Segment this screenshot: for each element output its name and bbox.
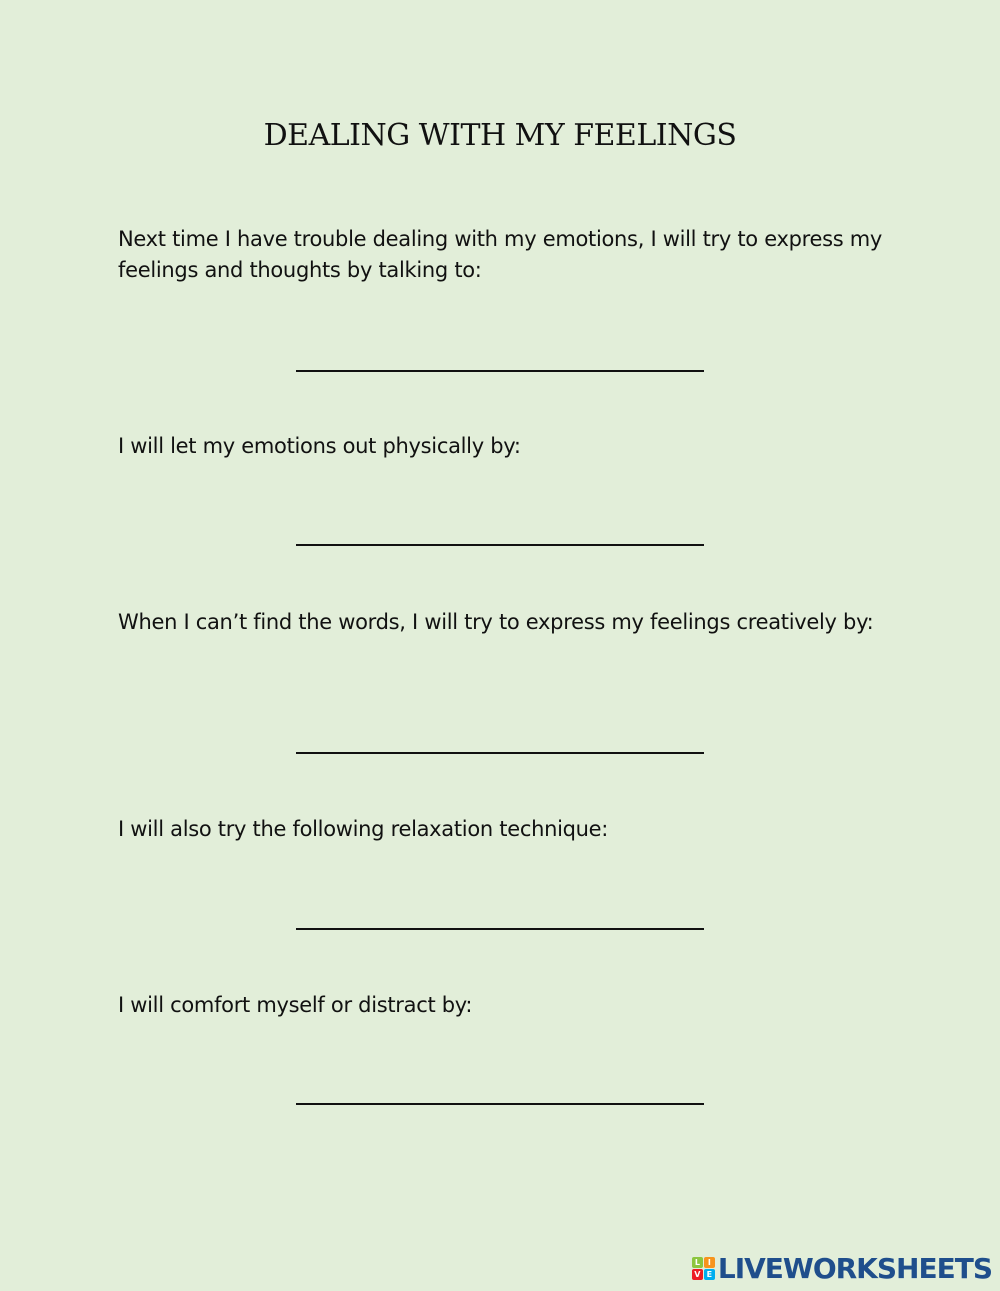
logo-letter-i: I xyxy=(704,1257,715,1268)
question-4-answer-line[interactable] xyxy=(296,928,704,930)
question-4-prompt: I will also try the following relaxation technique: xyxy=(118,817,609,841)
question-1-prompt: Next time I have trouble dealing with my emotions, I will try to express my feelings and thoughts by talking to: xyxy=(118,227,883,282)
brand-name: LIVEWORKSHEETS xyxy=(717,1251,992,1285)
question-1-answer-line[interactable] xyxy=(296,370,704,372)
question-3-answer-line[interactable] xyxy=(296,752,704,754)
page-title: DEALING WITH MY FEELINGS xyxy=(263,118,737,153)
liveworksheets-brand[interactable] xyxy=(692,1251,992,1285)
logo-letter-v: V xyxy=(692,1269,703,1280)
question-2-prompt: I will let my emotions out physically by: xyxy=(118,434,521,458)
question-5-answer-line[interactable] xyxy=(296,1103,704,1105)
liveworksheets-logo-icon xyxy=(692,1257,715,1280)
logo-letter-e: E xyxy=(704,1269,715,1280)
question-5-prompt: I will comfort myself or distract by: xyxy=(118,993,473,1017)
question-2-answer-line[interactable] xyxy=(296,544,704,546)
logo-letter-l: L xyxy=(692,1257,703,1268)
question-3-prompt: When I can’t find the words, I will try to express my feelings creatively by: xyxy=(118,610,874,634)
